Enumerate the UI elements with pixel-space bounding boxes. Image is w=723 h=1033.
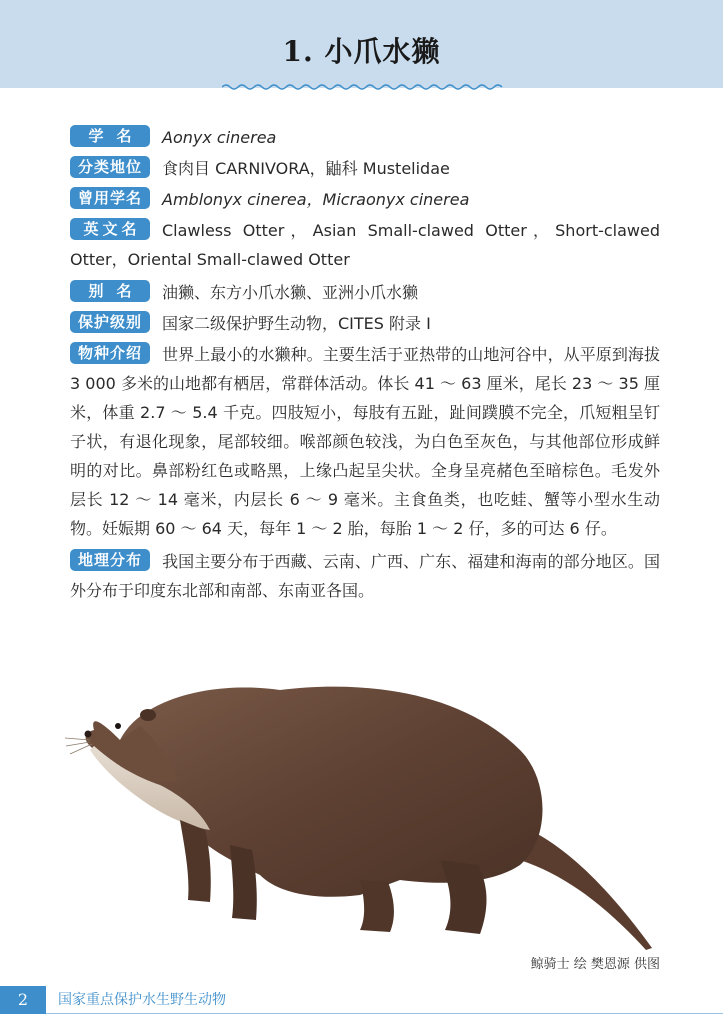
english-name-tag: 英文名	[70, 218, 150, 240]
distribution-row	[70, 547, 660, 605]
classification-tag: 分类地位	[70, 156, 150, 178]
english-name-row	[70, 216, 660, 274]
page-footer	[0, 986, 723, 1014]
scientific-name-row	[70, 123, 660, 152]
protection-level-tag: 保护级别	[70, 311, 150, 333]
synonyms-value: Amblonyx cinerea，Micraonyx cinerea	[162, 190, 470, 209]
page-title: 1. 小爪水獭	[282, 35, 441, 68]
synonyms-tag: 曾用学名	[70, 187, 150, 209]
book-title: 国家重点保护水生野生动物	[58, 992, 226, 1008]
otter-illustration	[60, 660, 660, 950]
aliases-value: 油獭、东方小爪水獭、亚洲小爪水獭	[162, 283, 419, 302]
species-intro-row	[70, 340, 660, 543]
classification-value: 食肉目 CARNIVORA，鼬科 Mustelidae	[162, 159, 450, 178]
english-name-value: Clawless Otter，Asian Small-clawed Otter，Short-clawed Otter，Oriental Small-clawed Otter	[70, 221, 660, 269]
distribution-value: 我国主要分布于西藏、云南、广西、广东、福建和海南的部分地区。国外分布于印度东北部和南部、东南亚各国。	[70, 552, 660, 600]
scientific-name-value: Aonyx cinerea	[162, 128, 277, 147]
footer-divider	[46, 1013, 723, 1014]
classification-row	[70, 154, 660, 183]
distribution-tag: 地理分布	[70, 549, 150, 571]
illustration-credit: 鲸骑士 绘 樊恩源 供图	[530, 957, 660, 972]
species-intro-value: 世界上最小的水獭种。主要生活于亚热带的山地河谷中，从平原到海拔 3 000 多米的山地都有栖居，常群体活动。体长 41 ～ 63 厘米，尾长 23 ～ 35 厘米，体重 2.7 ～ 5.4 千克。四肢短小，每肢有五趾，趾间蹼膜不完全，爪短粗呈钉子状，有退化现象，尾部较细。喉部颜色较浅，为白色至灰色，与其他部位形成鲜明的对比。鼻部粉红色或略黑，上缘凸起呈尖状。全身呈亮赭色至暗棕色。毛发外层长 12 ～ 14 毫米，内层长 6 ～ 9 毫米。主食鱼类，也吃蛙、蟹等小型水生动物。妊娠期 60 ～ 64 天，每年 1 ～ 2 胎，每胎 1 ～ 2 仔，多的可达 6 仔。	[70, 345, 660, 538]
species-intro-tag: 物种介绍	[70, 342, 150, 364]
page-number: 2	[0, 986, 46, 1014]
aliases-row	[70, 278, 660, 307]
wave-divider	[222, 82, 507, 92]
species-entry	[70, 123, 660, 607]
protection-level-value: 国家二级保护野生动物，CITES 附录 I	[162, 314, 431, 333]
scientific-name-tag: 学名	[70, 125, 150, 147]
protection-level-row	[70, 309, 660, 338]
synonyms-row	[70, 185, 660, 214]
aliases-tag: 别名	[70, 280, 150, 302]
